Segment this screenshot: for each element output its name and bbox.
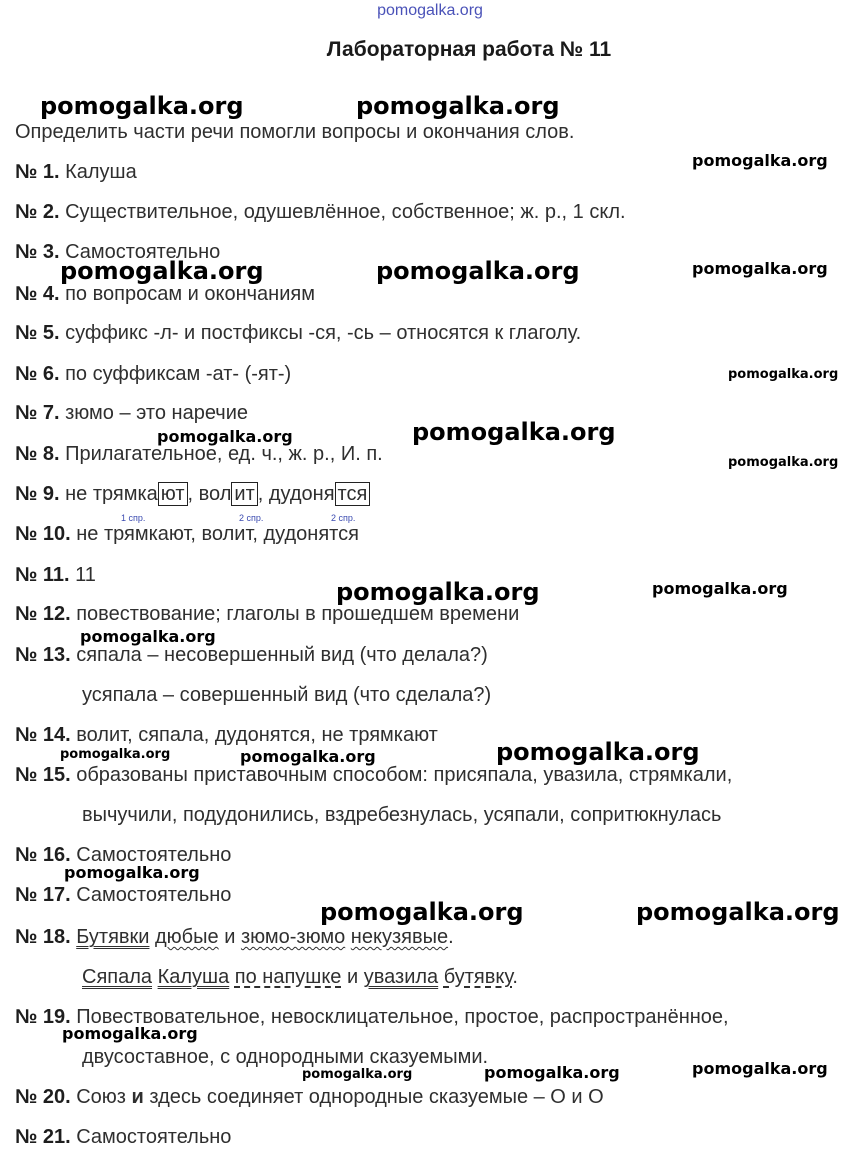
watermark: pomogalka.org (692, 1059, 828, 1078)
item-13 (15, 643, 488, 667)
item-number: № 19. (15, 1006, 71, 1028)
item-1 (15, 160, 137, 184)
intro-text: Определить части речи помогли вопросы и окончания слов. (15, 121, 575, 143)
item-number: № 7. (15, 402, 60, 424)
item-20 (15, 1085, 604, 1109)
item-13-line2: усяпала – совершенный вид (что сделала?) (82, 684, 492, 706)
watermark: pomogalka.org (692, 259, 828, 278)
item-2 (15, 200, 626, 224)
item-number: № 10. (15, 523, 71, 545)
watermark: pomogalka.org (302, 1067, 413, 1082)
predicate-word: Сяпала (82, 966, 153, 988)
word-part: , вол (187, 483, 232, 505)
item-text: 11 (75, 564, 96, 586)
conjunction: и (218, 926, 241, 948)
item-text: Союз (76, 1086, 132, 1108)
subject-word: Калуша (157, 966, 230, 988)
watermark: pomogalka.org (62, 1024, 198, 1043)
item-number: № 13. (15, 644, 71, 666)
watermark: pomogalka.org (728, 455, 839, 470)
item-17 (15, 883, 231, 907)
item-number: № 17. (15, 884, 71, 906)
item-19-line2: двусоставное, с однородными сказуемыми. (82, 1046, 489, 1068)
item-number: № 18. (15, 926, 71, 948)
watermark: pomogalka.org (652, 579, 788, 598)
item-text: Самостоятельно (65, 241, 221, 263)
page-title: Лабораторная работа № 11 (326, 38, 612, 61)
period: . (512, 966, 518, 988)
watermark: pomogalka.org (412, 418, 616, 446)
item-10 (15, 522, 359, 546)
attribute-word: дюбые (155, 926, 219, 948)
item-number: № 12. (15, 603, 71, 625)
item-text: здесь соединяет однородные сказуемые – О и О (143, 1086, 604, 1108)
item-text: образованы приставочным способом: присяпала, увазила, стрямкали, (76, 764, 733, 786)
word-part: , дудоня (257, 483, 335, 505)
item-number: № 9. (15, 483, 60, 505)
header-watermark: pomogalka.org (377, 2, 483, 19)
attribute-word: некузявые (350, 926, 449, 948)
item-text: Повествовательное, невосклицательное, простое, распространённое, (76, 1006, 729, 1028)
item-4 (15, 282, 315, 306)
watermark: pomogalka.org (80, 627, 216, 646)
item-number: № 20. (15, 1086, 71, 1108)
item-number: № 3. (15, 241, 60, 263)
conjunction-bold: и (131, 1086, 144, 1108)
ending-box: ит (231, 482, 257, 506)
item-11 (15, 563, 96, 587)
item-text: Самостоятельно (76, 844, 232, 866)
item-6 (15, 362, 291, 386)
adverbial-word: по напушке (234, 966, 342, 988)
item-text: по вопросам и окончаниям (65, 283, 315, 305)
item-number: № 4. (15, 283, 60, 305)
item-text: волит, сяпала, дудонятся, не трямкают (76, 724, 438, 746)
conjugation-note: 2 спр. (239, 513, 264, 523)
period: . (448, 926, 454, 948)
item-text: повествование; глаголы в прошедшем времени (76, 603, 520, 625)
item-text: не трямкают, волит, дудонятся (76, 523, 359, 545)
conjunction: и (341, 966, 364, 988)
item-text: Самостоятельно (76, 1126, 232, 1148)
item-number: № 6. (15, 363, 60, 385)
item-text: сяпала – несовершенный вид (что делала?) (76, 644, 488, 666)
watermark: pomogalka.org (692, 151, 828, 170)
item-text: Существительное, одушевлённое, собственное; ж. р., 1 скл. (65, 201, 626, 223)
item-9 (15, 482, 370, 506)
item-number: № 15. (15, 764, 71, 786)
watermark: pomogalka.org (60, 257, 264, 285)
item-15 (15, 763, 732, 787)
watermark: pomogalka.org (484, 1063, 620, 1082)
ending-box: тся (335, 482, 371, 506)
item-text: зюмо – это наречие (65, 402, 248, 424)
item-number: № 8. (15, 443, 60, 465)
watermark: pomogalka.org (157, 427, 293, 446)
item-number: № 2. (15, 201, 60, 223)
item-number: № 5. (15, 322, 60, 344)
item-15-line2: вычучили, подудонились, вздребезнулась, усяпали, сопритюкнулась (82, 804, 722, 826)
item-18 (15, 925, 454, 949)
watermark: pomogalka.org (336, 578, 540, 606)
watermark: pomogalka.org (636, 898, 840, 926)
item-number: № 21. (15, 1126, 71, 1148)
item-21 (15, 1125, 231, 1149)
watermark: pomogalka.org (356, 92, 560, 120)
watermark: pomogalka.org (320, 898, 524, 926)
watermark: pomogalka.org (728, 367, 839, 382)
item-text: Калуша (65, 161, 137, 183)
item-text: суффикс -л- и постфиксы -ся, -сь – относятся к глаголу. (65, 322, 582, 344)
item-text: Прилагательное, ед. ч., ж. р., И. п. (65, 443, 383, 465)
item-text: по суффиксам -ат- (-ят-) (65, 363, 292, 385)
attribute-word: зюмо-зюмо (240, 926, 346, 948)
subject-word: Бутявки (76, 926, 150, 948)
predicate-word: увазила (363, 966, 439, 988)
watermark: pomogalka.org (376, 257, 580, 285)
item-text: Самостоятельно (76, 884, 232, 906)
watermark: pomogalka.org (60, 747, 171, 762)
conjugation-note: 1 спр. (121, 513, 146, 523)
watermark: pomogalka.org (240, 747, 376, 766)
ending-box: ют (158, 482, 188, 506)
item-number: № 1. (15, 161, 60, 183)
watermark: pomogalka.org (496, 738, 700, 766)
conjugation-note: 2 спр. (331, 513, 356, 523)
word-part: не трямка (65, 483, 158, 505)
item-number: № 11. (15, 564, 70, 586)
watermark: pomogalka.org (64, 863, 200, 882)
item-14 (15, 723, 438, 747)
item-number: № 14. (15, 724, 71, 746)
item-5 (15, 321, 581, 345)
item-number: № 16. (15, 844, 71, 866)
item-18-line2 (82, 965, 518, 989)
watermark: pomogalka.org (40, 92, 244, 120)
object-word: бутявку (443, 966, 513, 988)
item-7 (15, 401, 248, 425)
